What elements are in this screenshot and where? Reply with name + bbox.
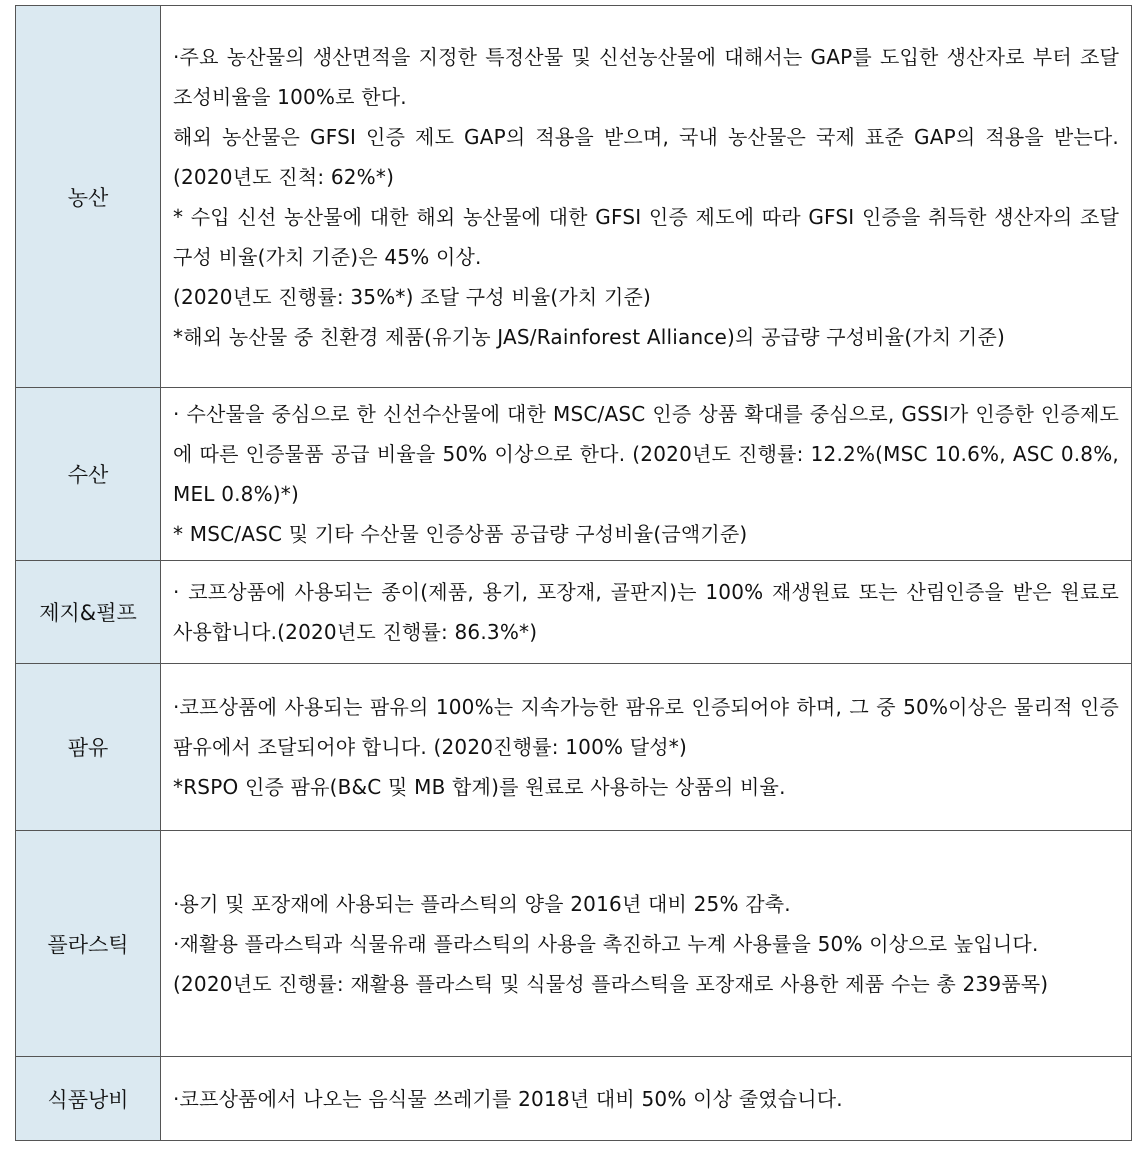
category-cell: 수산 [16,388,161,561]
content-line: ·코프상품에서 나오는 음식물 쓰레기를 2018년 대비 50% 이상 줄였습니다. [173,1086,843,1111]
content-line: ·용기 및 포장재에 사용되는 플라스틱의 양을 2016년 대비 25% 감축. [173,891,791,916]
category-cell: 농산 [16,6,161,388]
table-row-fisheries [16,388,1132,561]
content-line: ·주요 농산물의 생산면적을 지정한 특정산물 및 신선농산물에 대해서는 GAP를 도입한 생산자로 부터 조달조성비율을 100%로 한다. [173,44,1119,109]
content-line: *해외 농산물 중 친환경 제품(유기농 JAS/Rainforest Alliance)의 공급량 구성비율(가치 기준) [173,324,1005,349]
content-line: * 수입 신선 농산물에 대한 해외 농산물에 대한 GFSI 인증 제도에 따라 GFSI 인증을 취득한 생산자의 조달 구성 비율(가치 기준)은 45% 이상. [173,204,1119,269]
content-cell [161,1057,1132,1141]
content-cell [161,831,1132,1057]
table-row-agriculture [16,6,1132,388]
content-line: (2020년도 진행률: 재활용 플라스틱 및 식물성 플라스틱을 포장재로 사용한 제품 수는 총 239품목) [173,971,1049,996]
content-line: * MSC/ASC 및 기타 수산물 인증상품 공급량 구성비율(금액기준) [173,522,748,546]
content-line: ·재활용 플라스틱과 식물유래 플라스틱의 사용을 촉진하고 누계 사용률을 50% 이상으로 높입니다. [173,931,1039,956]
sourcing-targets-table [15,5,1132,1141]
content-line: *RSPO 인증 팜유(B&C 및 MB 합계)를 원료로 사용하는 상품의 비율. [173,775,786,799]
table-row-plastic [16,831,1132,1057]
content-cell [161,6,1132,388]
table-row-paper-pulp [16,561,1132,664]
category-cell: 제지&펄프 [16,561,161,664]
content-line: ·코프상품에 사용되는 팜유의 100%는 지속가능한 팜유로 인증되어야 하며, 그 중 50%이상은 물리적 인증팜유에서 조달되어야 합니다. (2020진행률: 100% 달성*) [173,695,1119,759]
content-cell [161,561,1132,664]
content-line: · 코프상품에 사용되는 종이(제품, 용기, 포장재, 골판지)는 100% 재생원료 또는 산림인증을 받은 원료로 사용합니다.(2020년도 진행률: 86.3%*) [173,580,1119,644]
content-line: 해외 농산물은 GFSI 인증 제도 GAP의 적용을 받으며, 국내 농산물은 국제 표준 GAP의 적용을 받는다. (2020년도 진척: 62%*) [173,124,1119,189]
content-cell [161,388,1132,561]
category-cell: 팜유 [16,664,161,831]
table-row-palm-oil [16,664,1132,831]
content-cell [161,664,1132,831]
content-line: (2020년도 진행률: 35%*) 조달 구성 비율(가치 기준) [173,284,652,309]
category-cell: 식품낭비 [16,1057,161,1141]
content-line: · 수산물을 중심으로 한 신선수산물에 대한 MSC/ASC 인증 상품 확대를 중심으로, GSSI가 인증한 인증제도에 따른 인증물품 공급 비율을 50% 이상으로 한다. (2020년도 진행률: 12.2%(MSC 10.6%, ASC 0.8%, MEL 0.8%)*) [173,402,1119,506]
category-cell: 플라스틱 [16,831,161,1057]
table-row-food-waste [16,1057,1132,1141]
